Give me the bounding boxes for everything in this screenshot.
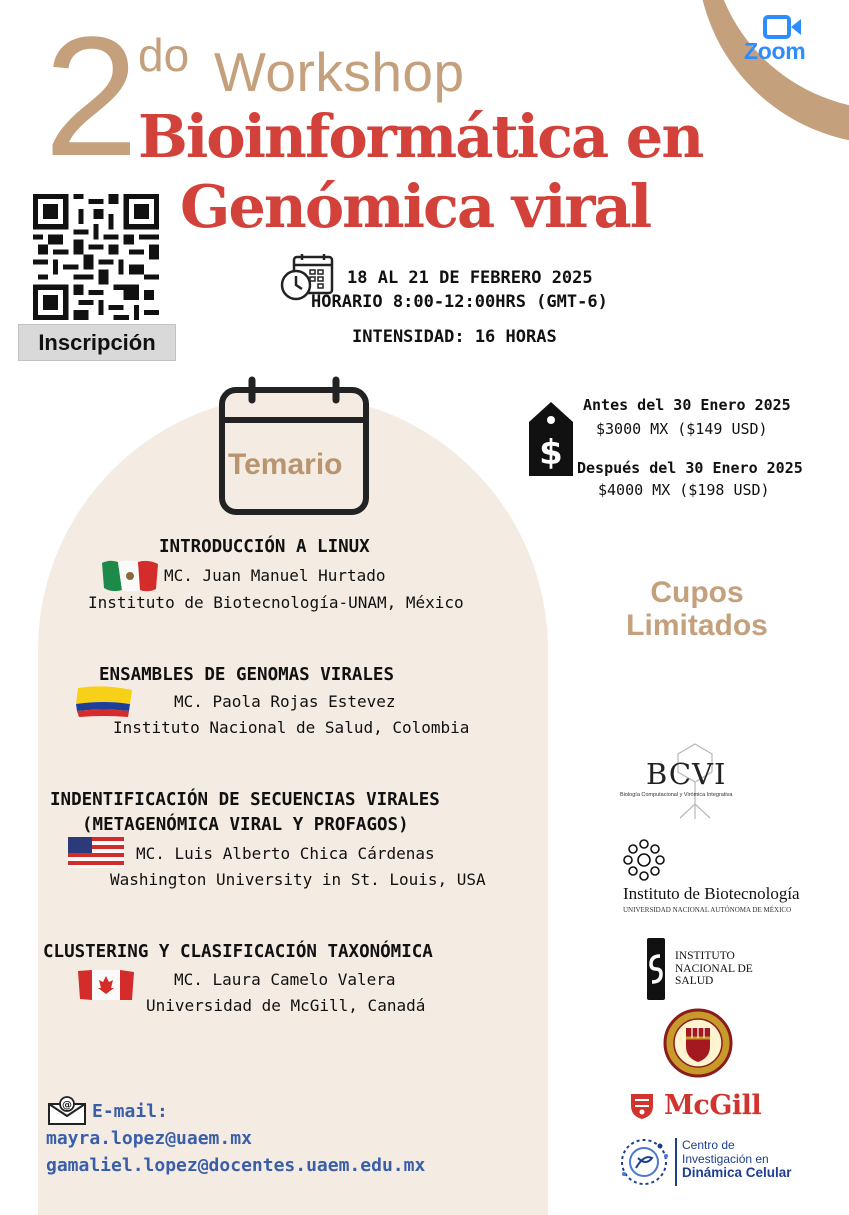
canada-flag-icon: [76, 967, 136, 1003]
ins-logo-line-2: NACIONAL DE: [675, 962, 753, 975]
usa-flag-icon: [66, 834, 126, 870]
cidc-logo-icon: [616, 1136, 672, 1188]
email-label: E-mail:: [92, 1101, 168, 1122]
title-line-1: Bioinformática en: [138, 102, 703, 171]
ins-logo-line-3: SALUD: [675, 975, 714, 987]
video-camera-icon: [763, 13, 803, 41]
price-early-label: Antes del 30 Enero 2025: [583, 396, 791, 414]
svg-text:$: $: [539, 433, 563, 473]
speaker-institution: Instituto de Biotecnología-UNAM, México: [88, 593, 464, 612]
section-title: ENSAMBLES DE GENOMAS VIRALES: [99, 665, 395, 685]
price-late-value: $4000 MX ($198 USD): [598, 481, 770, 499]
bcvi-logo-text: BCVI: [646, 757, 727, 791]
ibt-logo-icon: [622, 838, 666, 882]
cidc-divider: [675, 1138, 677, 1186]
ibt-logo-subtitle: UNIVERSIDAD NACIONAL AUTÓNOMA DE MÉXICO: [623, 906, 792, 914]
ins-logo-line-1: INSTITUTO: [675, 950, 735, 962]
speaker-name: MC. Paola Rojas Estevez: [174, 692, 396, 711]
registration-button[interactable]: Inscripción: [18, 324, 176, 361]
limited-seats-label: [612, 576, 782, 642]
ibt-logo-text: Instituto de Biotecnología: [623, 884, 800, 903]
svg-text:@: @: [62, 1100, 72, 1111]
bcvi-logo-subtitle: Biología Computacional y Virómica Integrativa: [620, 792, 733, 798]
email-link[interactable]: mayra.lopez@uaem.mx: [46, 1128, 252, 1149]
speaker-institution: Washington University in St. Louis, USA: [110, 870, 486, 889]
speaker-institution: Universidad de McGill, Canadá: [146, 996, 426, 1015]
email-link[interactable]: gamaliel.lopez@docentes.uaem.edu.mx: [46, 1155, 426, 1176]
limited-seats-line-1: Cupos: [650, 576, 744, 609]
workshop-label: Workshop: [214, 41, 465, 103]
limited-seats-line-2: Limitados: [626, 609, 768, 642]
section-title: INTRODUCCIÓN A LINUX: [159, 537, 370, 557]
email-icon: [47, 1094, 87, 1126]
ins-logo-text: [675, 950, 753, 988]
ins-logo-icon: [645, 938, 667, 1000]
section-title: INDENTIFICACIÓN DE SECUENCIAS VIRALES: [50, 790, 440, 810]
cidc-line-3: Dinámica Celular: [682, 1165, 792, 1180]
mexico-flag-icon: [100, 557, 160, 593]
price-early-value: $3000 MX ($149 USD): [596, 420, 768, 438]
mcgill-shield-icon: [630, 1092, 654, 1120]
calendar-icon: [218, 376, 370, 516]
washington-university-seal-icon: [663, 1008, 733, 1078]
syllabus-heading: Temario: [228, 448, 343, 481]
speaker-name: MC. Luis Alberto Chica Cárdenas: [136, 844, 435, 863]
cidc-line-2: Investigación en: [682, 1151, 769, 1166]
event-dates: 18 AL 21 DE FEBRERO 2025: [347, 268, 593, 288]
zoom-label: Zoom: [744, 38, 806, 64]
section-title: CLUSTERING Y CLASIFICACIÓN TAXONÓMICA: [43, 942, 433, 962]
speaker-institution: Instituto Nacional de Salud, Colombia: [113, 718, 470, 737]
qr-code-icon[interactable]: [33, 194, 159, 320]
title-line-2: Genómica viral: [180, 172, 651, 241]
section-subtitle: (METAGENÓMICA VIRAL Y PROFAGOS): [82, 815, 409, 835]
price-tag-icon: [527, 400, 575, 478]
edition-number: 2: [44, 2, 133, 192]
speaker-name: MC. Juan Manuel Hurtado: [164, 566, 386, 585]
price-late-label: Después del 30 Enero 2025: [577, 459, 803, 477]
speaker-name: MC. Laura Camelo Valera: [174, 970, 396, 989]
edition-suffix: do: [138, 29, 190, 81]
event-intensity: INTENSIDAD: 16 HORAS: [352, 327, 557, 347]
mcgill-logo-text: McGill: [664, 1090, 762, 1121]
colombia-flag-icon: [74, 684, 134, 720]
cidc-logo-text: [682, 1139, 792, 1180]
cidc-line-1: Centro de: [682, 1138, 735, 1152]
event-hours: HORARIO 8:00-12:00HRS (GMT-6): [311, 292, 608, 312]
